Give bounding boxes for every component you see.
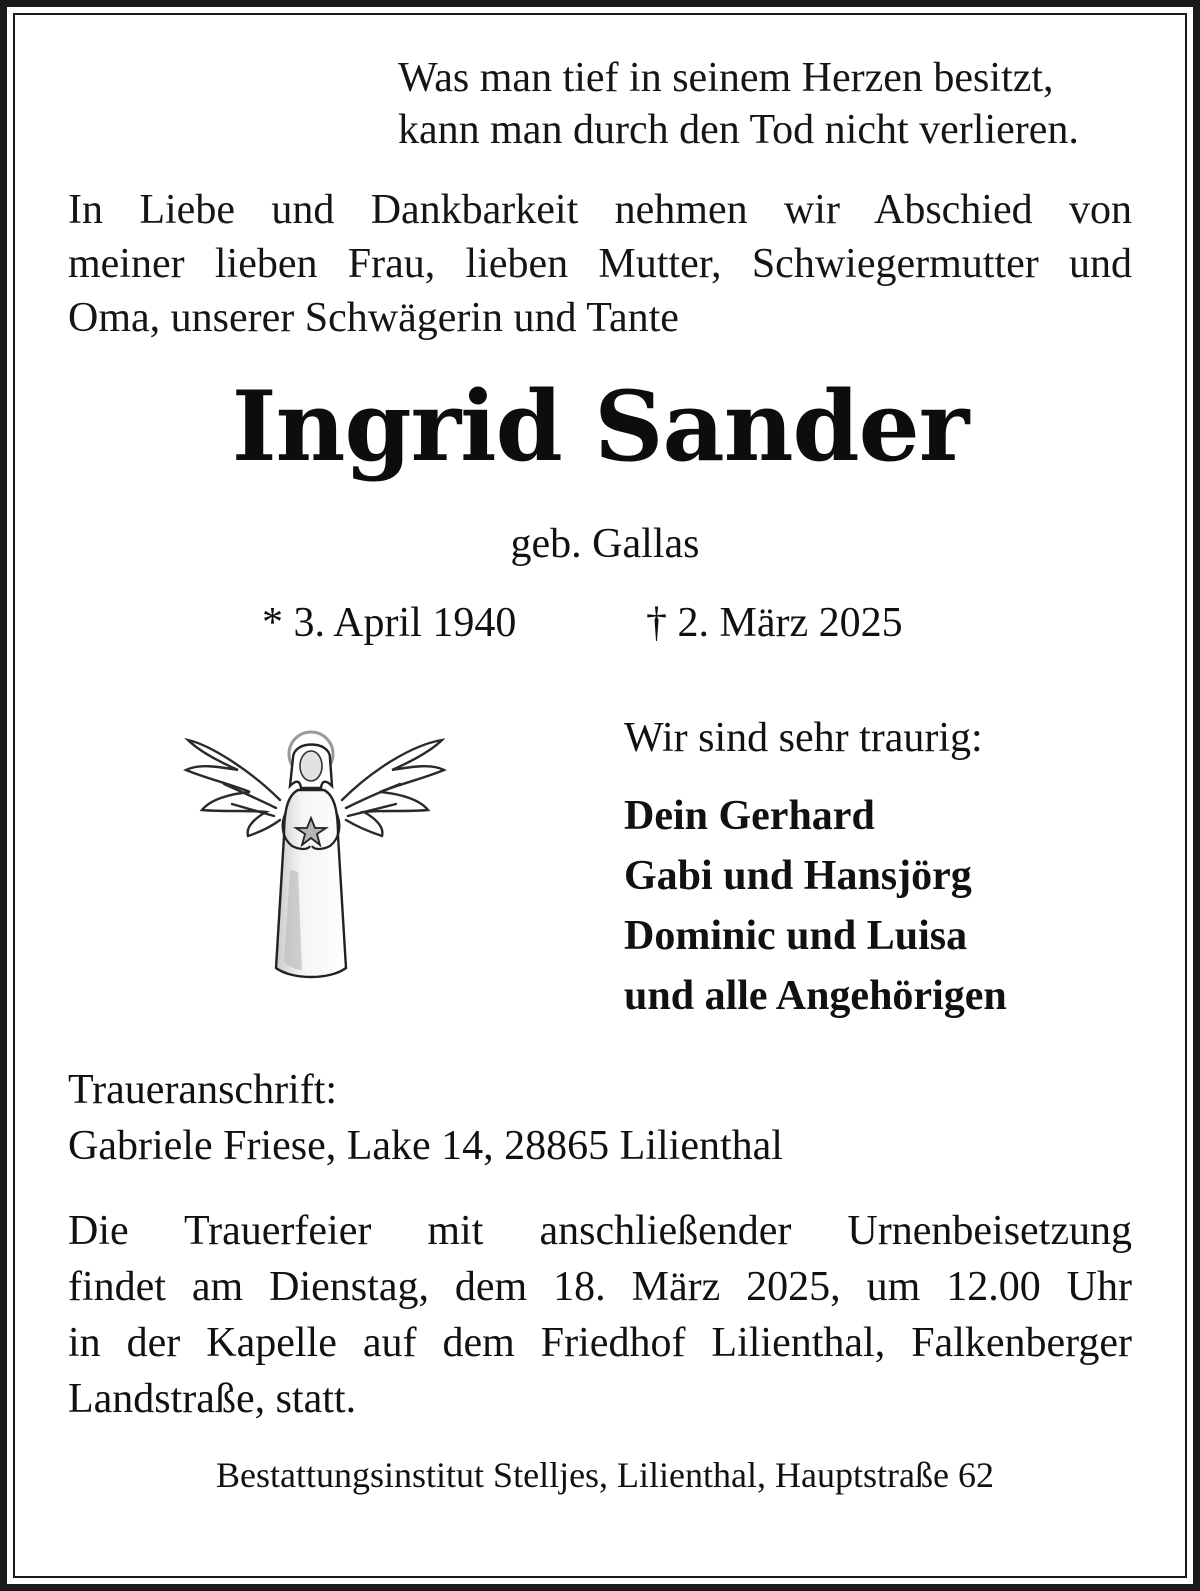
- angel-icon: [180, 700, 450, 1000]
- mourner-name: Gabi und Hansjörg: [624, 853, 972, 899]
- deceased-name: Ingrid Sander: [231, 370, 969, 483]
- mourning-address: [68, 1062, 783, 1174]
- address-label: Traueranschrift:: [68, 1067, 338, 1113]
- mourners-list: [624, 786, 1007, 1026]
- ceremony-line: findet am Dienstag, dem 18. März 2025, um 12.00 Uhr: [68, 1264, 1132, 1310]
- ceremony-line: Landstraße, statt.: [68, 1376, 357, 1422]
- quote-line: kann man durch den Tod nicht verlieren.: [398, 107, 1079, 153]
- maiden-name: geb. Gallas: [510, 521, 700, 567]
- intro-line: Oma, unserer Schwägerin und Tante: [68, 295, 679, 341]
- mourner-name: Dein Gerhard: [624, 793, 875, 839]
- ceremony-line: Die Trauerfeier mit anschließender Urnenbeisetzung: [68, 1208, 1132, 1254]
- ceremony-paragraph: [68, 1203, 1132, 1427]
- epigraph-quote: [398, 52, 1138, 156]
- intro-line: In Liebe und Dankbarkeit nehmen wir Abschied von: [68, 187, 1132, 233]
- mourner-name: Dominic und Luisa: [624, 913, 968, 959]
- intro-paragraph: [68, 183, 1132, 345]
- mourners-heading: Wir sind sehr traurig:: [624, 715, 983, 761]
- death-date: † 2. März 2025: [646, 600, 903, 646]
- funeral-home: Bestattungsinstitut Stelljes, Lilienthal, Hauptstraße 62: [216, 1455, 994, 1495]
- ceremony-line: in der Kapelle auf dem Friedhof Lilienthal, Falkenberger: [68, 1320, 1132, 1366]
- birth-date: * 3. April 1940: [262, 600, 517, 646]
- address-value: Gabriele Friese, Lake 14, 28865 Lilienthal: [68, 1123, 783, 1169]
- quote-line: Was man tief in seinem Herzen besitzt,: [398, 55, 1054, 101]
- mourner-name: und alle Angehörigen: [624, 973, 1007, 1019]
- intro-line: meiner lieben Frau, lieben Mutter, Schwiegermutter und: [68, 241, 1132, 287]
